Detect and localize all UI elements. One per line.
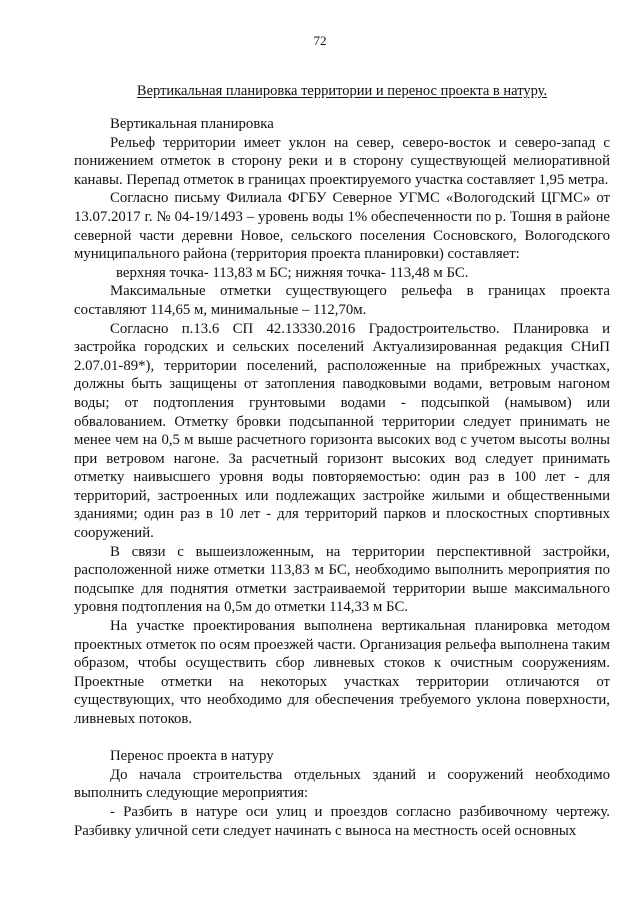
section-heading: Вертикальная планировка территории и перенос проекта в натуру.	[136, 83, 548, 99]
paragraph: Рельеф территории имеет уклон на север, северо-восток и северо-запад с понижением отметок в сторону реки и в сторону существующей мелиоративной канавы. Перепад отметок в границах проектируемого участка составляет 1,95 метра.	[74, 134, 610, 188]
paragraph: На участке проектирования выполнена вертикальная планировка методом проектных отметок по осям проезжей части. Организация рельефа выполнена таким образом, чтобы осуществить сбор ливневых стоков к очистным сооружениям. Проектные отметки на некоторых участках территории отличаются от существующих, что необходимо для обеспечения требуемого уклона поверхности, ливневых потоков.	[74, 618, 610, 727]
paragraph: Максимальные отметки существующего рельефа в границах проекта составляют 114,65 м, минимальные – 112,70м.	[74, 283, 610, 318]
paragraph: В связи с вышеизложенным, на территории перспективной застройки, расположенной ниже отметки 113,83 м БС, необходимо выполнить мероприятия по подсыпке для поднятия отметки застраиваемой территории выше максимального уровня подтопления на 0,5м до отметки 114,33 м БС.	[74, 543, 610, 616]
subheading-vertical: Вертикальная планировка	[110, 116, 274, 132]
document-body	[74, 115, 610, 840]
paragraph: Согласно п.13.6 СП 42.13330.2016 Градостроительство. Планировка и застройка городских и сельских поселений Актуализированная редакция СНиП 2.07.01-89*), территории поселений, расположенные на прибрежных участках, должны быть защищены от затопления паводковыми водами, ветровым нагоном воды; от подтопления грунтовыми водами - подсыпкой (намывом) или обвалованием. Отметку бровки подсыпанной территории следует принимать не менее чем на 0,5 м выше расчетного горизонта высоких вод с учетом высоты волны при ветровом нагоне. За расчетный горизонт высоких вод следует принимать отметку наивысшего уровня воды повторяемостью: один раз в 100 лет - для территорий, застроенных или подлежащих застройке жилыми и общественными зданиями; один раз в 10 лет - для территорий парков и плоскостных спортивных сооружений.	[74, 320, 610, 542]
water-level-values: верхняя точка- 113,83 м БС; нижняя точка- 113,48 м БС.	[116, 264, 469, 281]
paragraph: - Разбить в натуре оси улиц и проездов согласно разбивочному чертежу. Разбивку уличной сети следует начинать с выноса на местность осей основных	[74, 803, 610, 839]
paragraph: До начала строительства отдельных зданий и сооружений необходимо выполнить следующие мероприятия:	[74, 766, 610, 802]
paragraph: Согласно письму Филиала ФГБУ Северное УГМС «Вологодский ЦГМС» от 13.07.2017 г. № 04-19/1493 – уровень воды 1% обеспеченности по р. Тошня в районе северной части деревни Новое, сельского поселения Сосновского, Вологодского муниципального района (территория проекта планировки) составляет:	[74, 190, 610, 263]
page-number: 72	[313, 33, 327, 48]
subheading-transfer: Перенос проекта в натуру	[110, 748, 274, 765]
